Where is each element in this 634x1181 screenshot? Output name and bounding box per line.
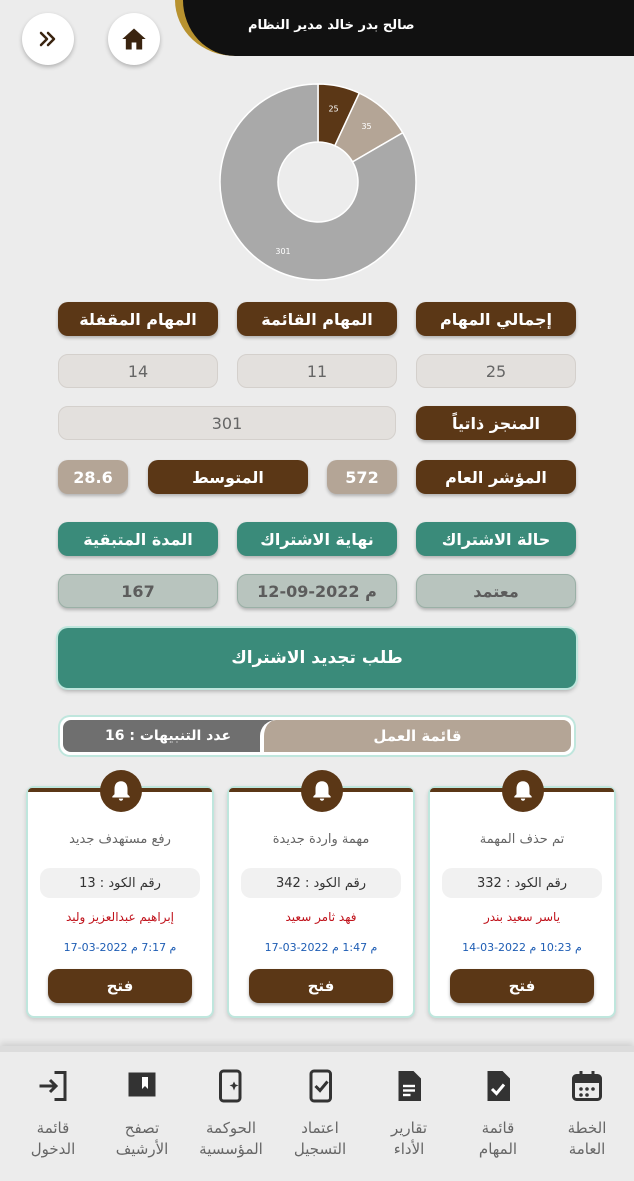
nav-item-registration-approval[interactable] <box>280 1068 360 1160</box>
approve-icon <box>302 1068 338 1104</box>
subscription-remaining-value: 167 <box>58 574 218 608</box>
card-title: تم حذف المهمة <box>479 832 565 847</box>
general-index-value: 572 <box>327 460 397 494</box>
donut-label-2: 301 <box>275 247 291 256</box>
open-tasks-label: المهام القائمة <box>237 302 397 336</box>
average-value: 28.6 <box>58 460 128 494</box>
card-person: إبراهيم عبدالعزيز وليد <box>65 910 174 924</box>
tab-work-list[interactable]: قائمة العمل <box>260 720 571 752</box>
closed-tasks-value: 14 <box>58 354 218 388</box>
governance-icon <box>213 1068 249 1104</box>
bell-icon <box>100 770 142 812</box>
nav-item-general-plan[interactable] <box>547 1068 627 1160</box>
subscription-status-value: معتمد <box>416 574 576 608</box>
bell-icon <box>502 770 544 812</box>
card-code: رقم الكود : 13 <box>40 868 200 898</box>
work-card <box>227 786 415 1018</box>
expand-button[interactable] <box>22 13 74 65</box>
card-date: 17-03-2022 م 7:17 م <box>63 941 177 954</box>
subscription-status-label: حالة الاشتراك <box>416 522 576 556</box>
nav-label: اعتماد التسجيل <box>293 1119 347 1158</box>
subscription-end-value: 12-09-2022 م <box>237 574 397 608</box>
closed-tasks-label: المهام المقفلة <box>58 302 218 336</box>
subscription-remaining-label: المدة المتبقية <box>58 522 218 556</box>
renew-subscription-button[interactable]: طلب تجديد الاشتراك <box>58 628 576 688</box>
donut-label-1: 35 <box>361 121 372 131</box>
self-done-value: 301 <box>58 406 396 440</box>
card-title: مهمة واردة جديدة <box>272 832 370 847</box>
card-date: 14-03-2022 م 10:23 م <box>462 941 582 954</box>
card-open-button[interactable]: فتح <box>450 969 594 1003</box>
login-icon <box>35 1068 71 1104</box>
nav-item-archive[interactable] <box>102 1068 182 1160</box>
card-title: رفع مستهدف جديد <box>69 832 171 847</box>
average-label: المتوسط <box>148 460 308 494</box>
tasks-donut-chart <box>218 82 418 282</box>
card-code: رقم الكود : 342 <box>241 868 401 898</box>
bottom-nav <box>0 1046 634 1181</box>
double-chevron-icon <box>36 27 60 51</box>
bookmark-icon <box>124 1068 160 1104</box>
nav-label: قائمة الدخول <box>30 1119 76 1158</box>
calendar-icon <box>569 1068 605 1104</box>
self-done-label: المنجز ذاتياً <box>416 406 576 440</box>
general-index-label: المؤشر العام <box>416 460 576 494</box>
work-card <box>26 786 214 1018</box>
nav-label: قائمة المهام <box>478 1119 518 1158</box>
nav-item-performance-reports[interactable] <box>369 1068 449 1160</box>
subscription-end-label: نهاية الاشتراك <box>237 522 397 556</box>
report-icon <box>391 1068 427 1104</box>
work-card <box>428 786 616 1018</box>
open-tasks-value: 11 <box>237 354 397 388</box>
nav-label: الحوكمة المؤسسية <box>199 1119 263 1158</box>
card-open-button[interactable]: فتح <box>249 969 393 1003</box>
bell-icon <box>301 770 343 812</box>
header-user-title: صالح بدر خالد مدير النظام <box>248 18 415 33</box>
work-tabs <box>60 717 574 755</box>
home-icon <box>120 25 148 53</box>
card-code: رقم الكود : 332 <box>442 868 602 898</box>
nav-item-login[interactable] <box>13 1068 93 1160</box>
nav-item-corporate-governance[interactable] <box>191 1068 271 1160</box>
nav-item-task-list[interactable] <box>458 1068 538 1160</box>
task-check-icon <box>480 1068 516 1104</box>
total-tasks-value: 25 <box>416 354 576 388</box>
card-person: فهد ثامر سعيد <box>285 910 357 924</box>
donut-label-0: 25 <box>328 104 339 114</box>
card-person: ياسر سعيد بندر <box>483 910 561 924</box>
nav-label: تقارير الأداء <box>390 1119 428 1158</box>
app-header <box>0 0 634 64</box>
nav-label: تصفح الأرشيف <box>115 1119 169 1158</box>
card-open-button[interactable]: فتح <box>48 969 192 1003</box>
home-button[interactable] <box>108 13 160 65</box>
card-date: 17-03-2022 م 1:47 م <box>264 941 378 954</box>
nav-label: الخطة العامة <box>567 1119 607 1158</box>
total-tasks-label: إجمالي المهام <box>416 302 576 336</box>
tab-alerts[interactable]: عدد التنبيهات : 16 <box>63 720 273 752</box>
